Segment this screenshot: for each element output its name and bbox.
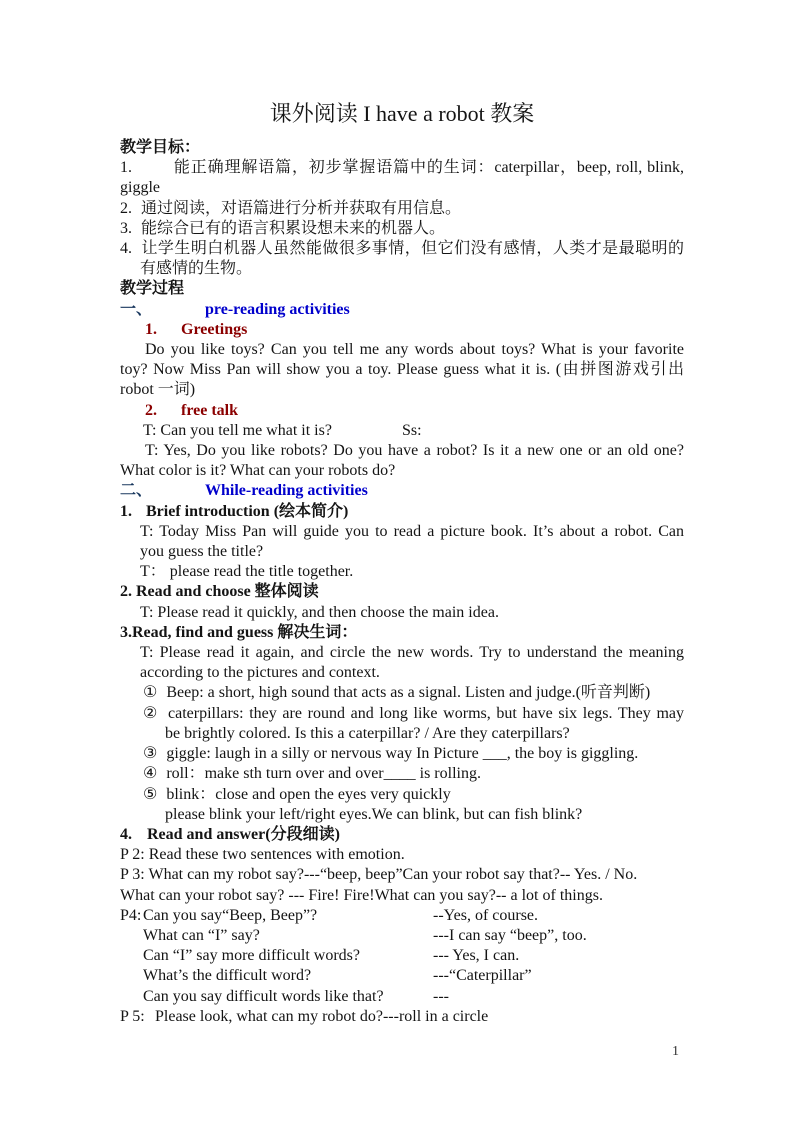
greetings-paragraph-line-1: Do you like toys? Can you tell me any words about toys? What is your favorite <box>145 341 684 359</box>
p4-answer: --- <box>433 987 449 1005</box>
greetings-number: 1. <box>145 320 157 338</box>
p4-qa-row <box>120 966 684 986</box>
word-2-text: caterpillars: they are round and long like worms, but have six legs. They may <box>168 704 684 722</box>
circled-4-marker: ④ <box>143 765 158 783</box>
p4-answer: ---“Caterpillar” <box>433 967 532 985</box>
objective-item-4-line-1 <box>120 239 684 259</box>
doc-title: 课外阅读 I have a robot 教案 <box>269 101 535 126</box>
teacher-question: T: Can you tell me what it is? <box>143 421 332 439</box>
word-item-2-line-1 <box>143 704 684 724</box>
word-item-2-line-2: be brightly colored. Is this a caterpillar? / Are they caterpillars? <box>165 724 570 742</box>
p4-prefix <box>120 987 143 1007</box>
word-5-text: blink：close and open the eyes very quickly <box>166 785 451 803</box>
p4-question: Can you say difficult words like that? <box>143 987 384 1005</box>
free-talk-number: 2. <box>145 401 157 419</box>
document-content <box>120 102 684 1027</box>
brief-introduction-number: 1. <box>120 502 132 520</box>
free-talk-qa-row <box>143 421 684 441</box>
objective-4-number: 4. <box>120 240 132 258</box>
objective-item-3 <box>120 219 684 239</box>
section-2-title: While-reading activities <box>205 482 368 500</box>
brief-line-1: T: Today Miss Pan will guide you to read a picture book. It’s about a robot. Can <box>140 522 684 540</box>
objective-item-4-line-2: 有感情的生物。 <box>140 260 253 278</box>
objectives-heading: 教学目标： <box>120 139 201 156</box>
p5-qa-row <box>120 1007 684 1027</box>
objective-item-1-line-1 <box>120 158 684 178</box>
word-3-text: giggle: laugh in a silly or nervous way In Picture ___, the boy is giggling. <box>166 745 639 763</box>
read-and-answer-heading <box>120 825 684 845</box>
p4-qa-row <box>120 946 684 966</box>
free-talk-line-1: T: Yes, Do you like robots? Do you have a robot? Is it a new one or an old one? <box>145 442 684 460</box>
section-1-heading <box>120 300 684 320</box>
word-item-5 <box>143 785 684 805</box>
section-2-number: 二、 <box>120 482 153 500</box>
page-number: 1 <box>672 1044 679 1059</box>
greetings-heading <box>145 320 684 340</box>
p4-question: Can you say“Beep, Beep”? <box>143 906 318 924</box>
p4-answer: ---I can say “beep”, too. <box>433 926 587 944</box>
greetings-title: Greetings <box>181 320 248 338</box>
objective-3-text: 能综合已有的语言积累设想未来的机器人。 <box>141 219 446 237</box>
p4-qa-row <box>120 987 684 1007</box>
word-item-1 <box>143 683 684 703</box>
objective-item-2 <box>120 199 684 219</box>
brief-line-3: T： please read the title together. <box>140 563 354 581</box>
p5-answer: ---roll in a circle <box>382 1007 489 1025</box>
objective-4-text: 让学生明白机器人虽然能做很多事情，但它们没有感情，人类才是最聪明的 <box>141 240 684 258</box>
objective-3-number: 3. <box>120 219 132 237</box>
p4-prefix: P4: <box>120 906 142 924</box>
greetings-paragraph-line-3: robot 一词) <box>120 381 196 399</box>
word-item-5-extra-line: please blink your left/right eyes.We can blink, but can fish blink? <box>165 805 583 823</box>
word-4-text: roll：make sth turn over and over____ is rolling. <box>166 765 481 783</box>
circled-1-marker: ① <box>143 684 158 702</box>
free-talk-line-2: What color is it? What can your robots do? <box>120 462 396 480</box>
section-1-title: pre-reading activities <box>205 300 350 318</box>
objective-2-number: 2. <box>120 199 132 217</box>
p4-qa-row <box>120 926 684 946</box>
word-item-4 <box>143 764 684 784</box>
p3-line-2: What can your robot say? --- Fire! Fire!What can you say?-- a lot of things. <box>120 886 603 904</box>
p2-line: P 2: Read these two sentences with emotion. <box>120 846 405 864</box>
read-find-guess-heading: 3.Read, find and guess 解决生词： <box>120 623 358 641</box>
objective-item-1-line-2: giggle <box>120 179 160 197</box>
p4-question: What can “I” say? <box>143 926 260 944</box>
p4-prefix <box>120 966 143 986</box>
process-heading: 教学过程 <box>120 280 185 298</box>
p4-prefix <box>120 946 143 966</box>
read-find-line-1: T: Please read it again, and circle the new words. Try to understand the meaning <box>140 644 684 662</box>
objective-1-text: 能正确理解语篇，初步掌握语篇中的生词：caterpillar，beep, roll, blink, <box>173 159 684 177</box>
word-1-text: Beep: a short, high sound that acts as a signal. Listen and judge.(听音判断) <box>166 684 651 702</box>
free-talk-title: free talk <box>181 401 239 419</box>
read-and-choose-heading: 2. Read and choose 整体阅读 <box>120 583 319 601</box>
p4-prefix <box>120 926 143 946</box>
p4-answer: --- Yes, I can. <box>433 947 520 965</box>
p4-question: Can “I” say more difficult words? <box>143 947 360 965</box>
brief-introduction-title: Brief introduction (绘本简介) <box>146 502 349 520</box>
greetings-paragraph-line-2: toy? Now Miss Pan will show you a toy. Please guess what it is. (由拼图游戏引出 <box>120 361 684 379</box>
section-2-heading <box>120 481 684 501</box>
objective-2-text: 通过阅读，对语篇进行分析并获取有用信息。 <box>141 199 462 217</box>
p4-qa-row <box>120 906 684 926</box>
p4-answer: --Yes, of course. <box>433 906 539 924</box>
section-1-number: 一、 <box>120 300 153 318</box>
p4-question: What’s the difficult word? <box>143 967 312 985</box>
p3-line-1: P 3: What can my robot say?---“beep, beep”Can your robot say that?-- Yes. / No. <box>120 866 638 884</box>
word-item-3 <box>143 744 684 764</box>
read-and-answer-title: Read and answer(分段细读) <box>147 825 340 843</box>
brief-introduction-heading <box>120 502 684 522</box>
circled-5-marker: ⑤ <box>143 785 158 803</box>
objective-1-number: 1. <box>120 159 132 177</box>
p5-question: Please look, what can my robot do? <box>155 1007 383 1025</box>
free-talk-heading <box>145 401 684 421</box>
read-and-answer-number: 4. <box>120 825 132 843</box>
p5-prefix: P 5: <box>120 1007 145 1025</box>
students-label: Ss: <box>402 421 422 439</box>
read-find-line-2: according to the pictures and context. <box>140 664 380 682</box>
circled-3-marker: ③ <box>143 745 158 763</box>
brief-line-2: you guess the title? <box>140 543 264 561</box>
circled-2-marker: ② <box>143 704 160 722</box>
read-and-choose-line: T: Please read it quickly, and then choose the main idea. <box>140 603 499 621</box>
